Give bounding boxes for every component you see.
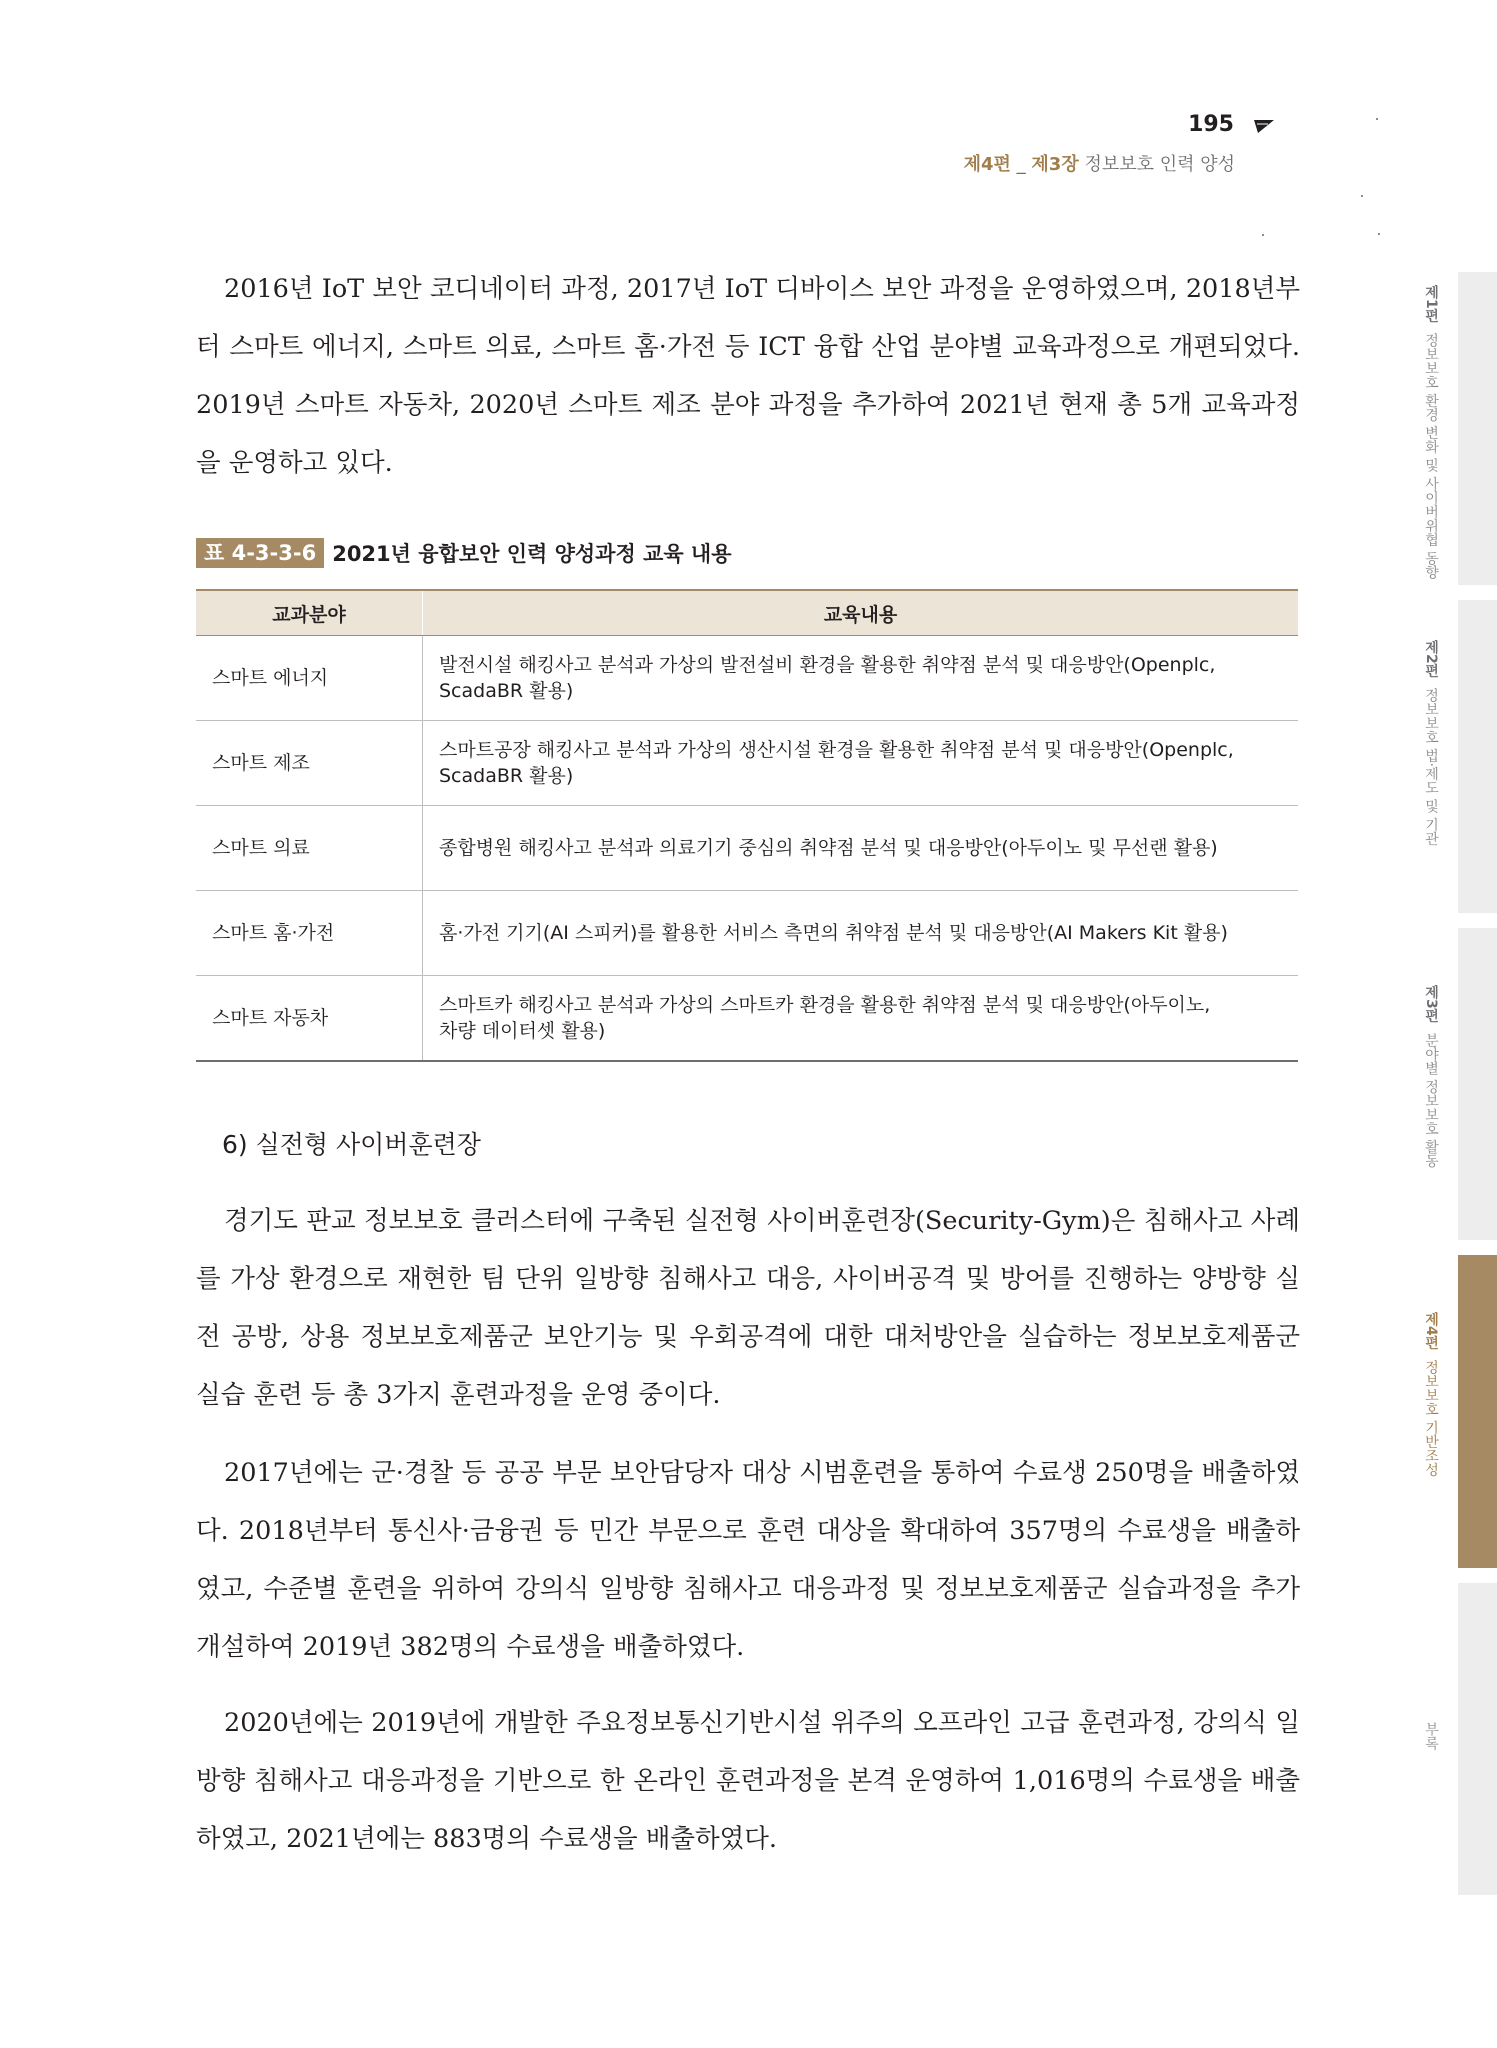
cell-field: 스마트 자동차 bbox=[196, 976, 423, 1062]
cell-field: 스마트 제조 bbox=[196, 721, 423, 806]
side-tab-part-2[interactable] bbox=[1458, 600, 1497, 913]
cell-content-line: 종합병원 해킹사고 분석과 의료기기 중심의 취약점 분석 및 대응방안(아두이노 및 무선랜 활용) bbox=[439, 837, 1218, 859]
cell-content-line: ScadaBR 활용) bbox=[439, 765, 574, 787]
table-row bbox=[196, 721, 1298, 806]
side-tab-num: 제2편 bbox=[1423, 640, 1439, 678]
running-head-chapter: 제3장 bbox=[1031, 154, 1079, 175]
table-title: 2021년 융합보안 인력 양성과정 교육 내용 bbox=[332, 542, 732, 566]
side-tab-label-part-3 bbox=[1415, 985, 1447, 1225]
cell-content-line: 차량 데이터셋 활용) bbox=[439, 1020, 606, 1042]
cell-field: 스마트 홈·가전 bbox=[196, 891, 423, 976]
running-head bbox=[964, 150, 1235, 176]
crop-mark bbox=[1262, 234, 1264, 236]
side-tab-label-appendix bbox=[1415, 1722, 1447, 1782]
table-number-badge: 표 4-3-3-6 bbox=[196, 538, 324, 568]
side-tab-num: 제4편 bbox=[1423, 1312, 1439, 1350]
crop-mark bbox=[1361, 195, 1363, 197]
side-tab-part-1[interactable] bbox=[1458, 272, 1497, 585]
side-tab-label-part-2 bbox=[1415, 640, 1447, 910]
page-number: 195 bbox=[1188, 112, 1234, 137]
side-tab-text: 정보보호 기반조성 bbox=[1423, 1359, 1439, 1477]
side-tab-text: 분야별 정보보호 활동 bbox=[1423, 1032, 1439, 1168]
cell-content bbox=[423, 806, 1299, 891]
side-tab-label-part-4 bbox=[1415, 1312, 1447, 1562]
table-row bbox=[196, 976, 1298, 1062]
cell-content bbox=[423, 976, 1299, 1062]
side-tab-num: 제1편 bbox=[1423, 285, 1439, 323]
gym-paragraph-1: 경기도 판교 정보보호 클러스터에 구축된 실전형 사이버훈련장(Security-Gym)은 침해사고 사례를 가상 환경으로 재현한 팀 단위 일방향 침해사고 대응, 사이버공격 및 방어를 진행하는 양방향 실전 공방, 상용 정보보호제품군 보안기능 및 우회공격에 대한 대처방안을 실습하는 정보보호제품군 실습 훈련 등 총 3가지 훈련과정을 운영 중이다. bbox=[196, 1206, 1300, 1410]
table-row bbox=[196, 891, 1298, 976]
education-content-table bbox=[196, 589, 1298, 1062]
side-tab-num: 제3편 bbox=[1423, 985, 1439, 1023]
side-tab-text: 부록 bbox=[1423, 1722, 1439, 1750]
page-arrow-icon bbox=[1254, 118, 1274, 134]
cell-content-line: ScadaBR 활용) bbox=[439, 680, 574, 702]
crop-mark bbox=[1376, 118, 1378, 120]
cell-content bbox=[423, 721, 1299, 806]
gym-paragraph-2: 2017년에는 군·경찰 등 공공 부문 보안담당자 대상 시범훈련을 통하여 수료생 250명을 배출하였다. 2018년부터 통신사·금융권 등 민간 부문으로 훈련 대상을 확대하여 357명의 수료생을 배출하였고, 수준별 훈련을 위하여 강의식 일방향 침해사고 대응과정 및 정보보호제품군 실습과정을 추가 개설하여 2019년 382명의 수료생을 배출하였다. bbox=[196, 1458, 1300, 1662]
column-header-content: 교육내용 bbox=[423, 590, 1299, 636]
running-head-separator: _ bbox=[1010, 154, 1032, 175]
side-tab-text: 정보보호 환경 변화 및 사이버위협 동향 bbox=[1423, 332, 1439, 580]
table-row bbox=[196, 806, 1298, 891]
side-tab-text: 정보보호 법·제도 및 기관 bbox=[1423, 687, 1439, 846]
running-head-title: 정보보호 인력 양성 bbox=[1078, 154, 1235, 175]
intro-paragraph: 2016년 IoT 보안 코디네이터 과정, 2017년 IoT 디바이스 보안 과정을 운영하였으며, 2018년부터 스마트 에너지, 스마트 의료, 스마트 홈·가전 등 ICT 융합 산업 분야별 교육과정으로 개편되었다. 2019년 스마트 자동차, 2020년 스마트 제조 분야 과정을 추가하여 2021년 현재 총 5개 교육과정을 운영하고 있다. bbox=[196, 274, 1301, 478]
cell-content-line: 스마트공장 해킹사고 분석과 가상의 생산시설 환경을 활용한 취약점 분석 및 대응방안(Openplc, bbox=[439, 739, 1234, 761]
running-head-part: 제4편 bbox=[963, 154, 1011, 175]
cell-field: 스마트 에너지 bbox=[196, 636, 423, 721]
cell-content-line: 홈·가전 기기(AI 스피커)를 활용한 서비스 측면의 취약점 분석 및 대응방안(AI Makers Kit 활용) bbox=[439, 922, 1228, 944]
cell-field: 스마트 의료 bbox=[196, 806, 423, 891]
cell-content bbox=[423, 636, 1299, 721]
table-caption bbox=[196, 538, 732, 568]
cell-content-line: 스마트카 해킹사고 분석과 가상의 스마트카 환경을 활용한 취약점 분석 및 대응방안(아두이노, bbox=[439, 994, 1211, 1016]
column-header-field: 교과분야 bbox=[196, 590, 423, 636]
table-header-row bbox=[196, 590, 1298, 636]
section-subheading: 6) 실전형 사이버훈련장 bbox=[222, 1130, 481, 1159]
crop-mark bbox=[1378, 233, 1380, 235]
cell-content-line: 발전시설 해킹사고 분석과 가상의 발전설비 환경을 활용한 취약점 분석 및 대응방안(Openplc, bbox=[439, 654, 1216, 676]
side-tab-part-4[interactable] bbox=[1458, 1255, 1497, 1568]
side-tab-part-3[interactable] bbox=[1458, 928, 1497, 1240]
side-tab-appendix[interactable] bbox=[1458, 1583, 1497, 1895]
side-tab-label-part-1 bbox=[1415, 285, 1447, 585]
gym-paragraph-3: 2020년에는 2019년에 개발한 주요정보통신기반시설 위주의 오프라인 고급 훈련과정, 강의식 일방향 침해사고 대응과정을 기반으로 한 온라인 훈련과정을 본격 운영하여 1,016명의 수료생을 배출하였고, 2021년에는 883명의 수료생을 배출하였다. bbox=[196, 1708, 1300, 1854]
table-row bbox=[196, 636, 1298, 721]
cell-content bbox=[423, 891, 1299, 976]
